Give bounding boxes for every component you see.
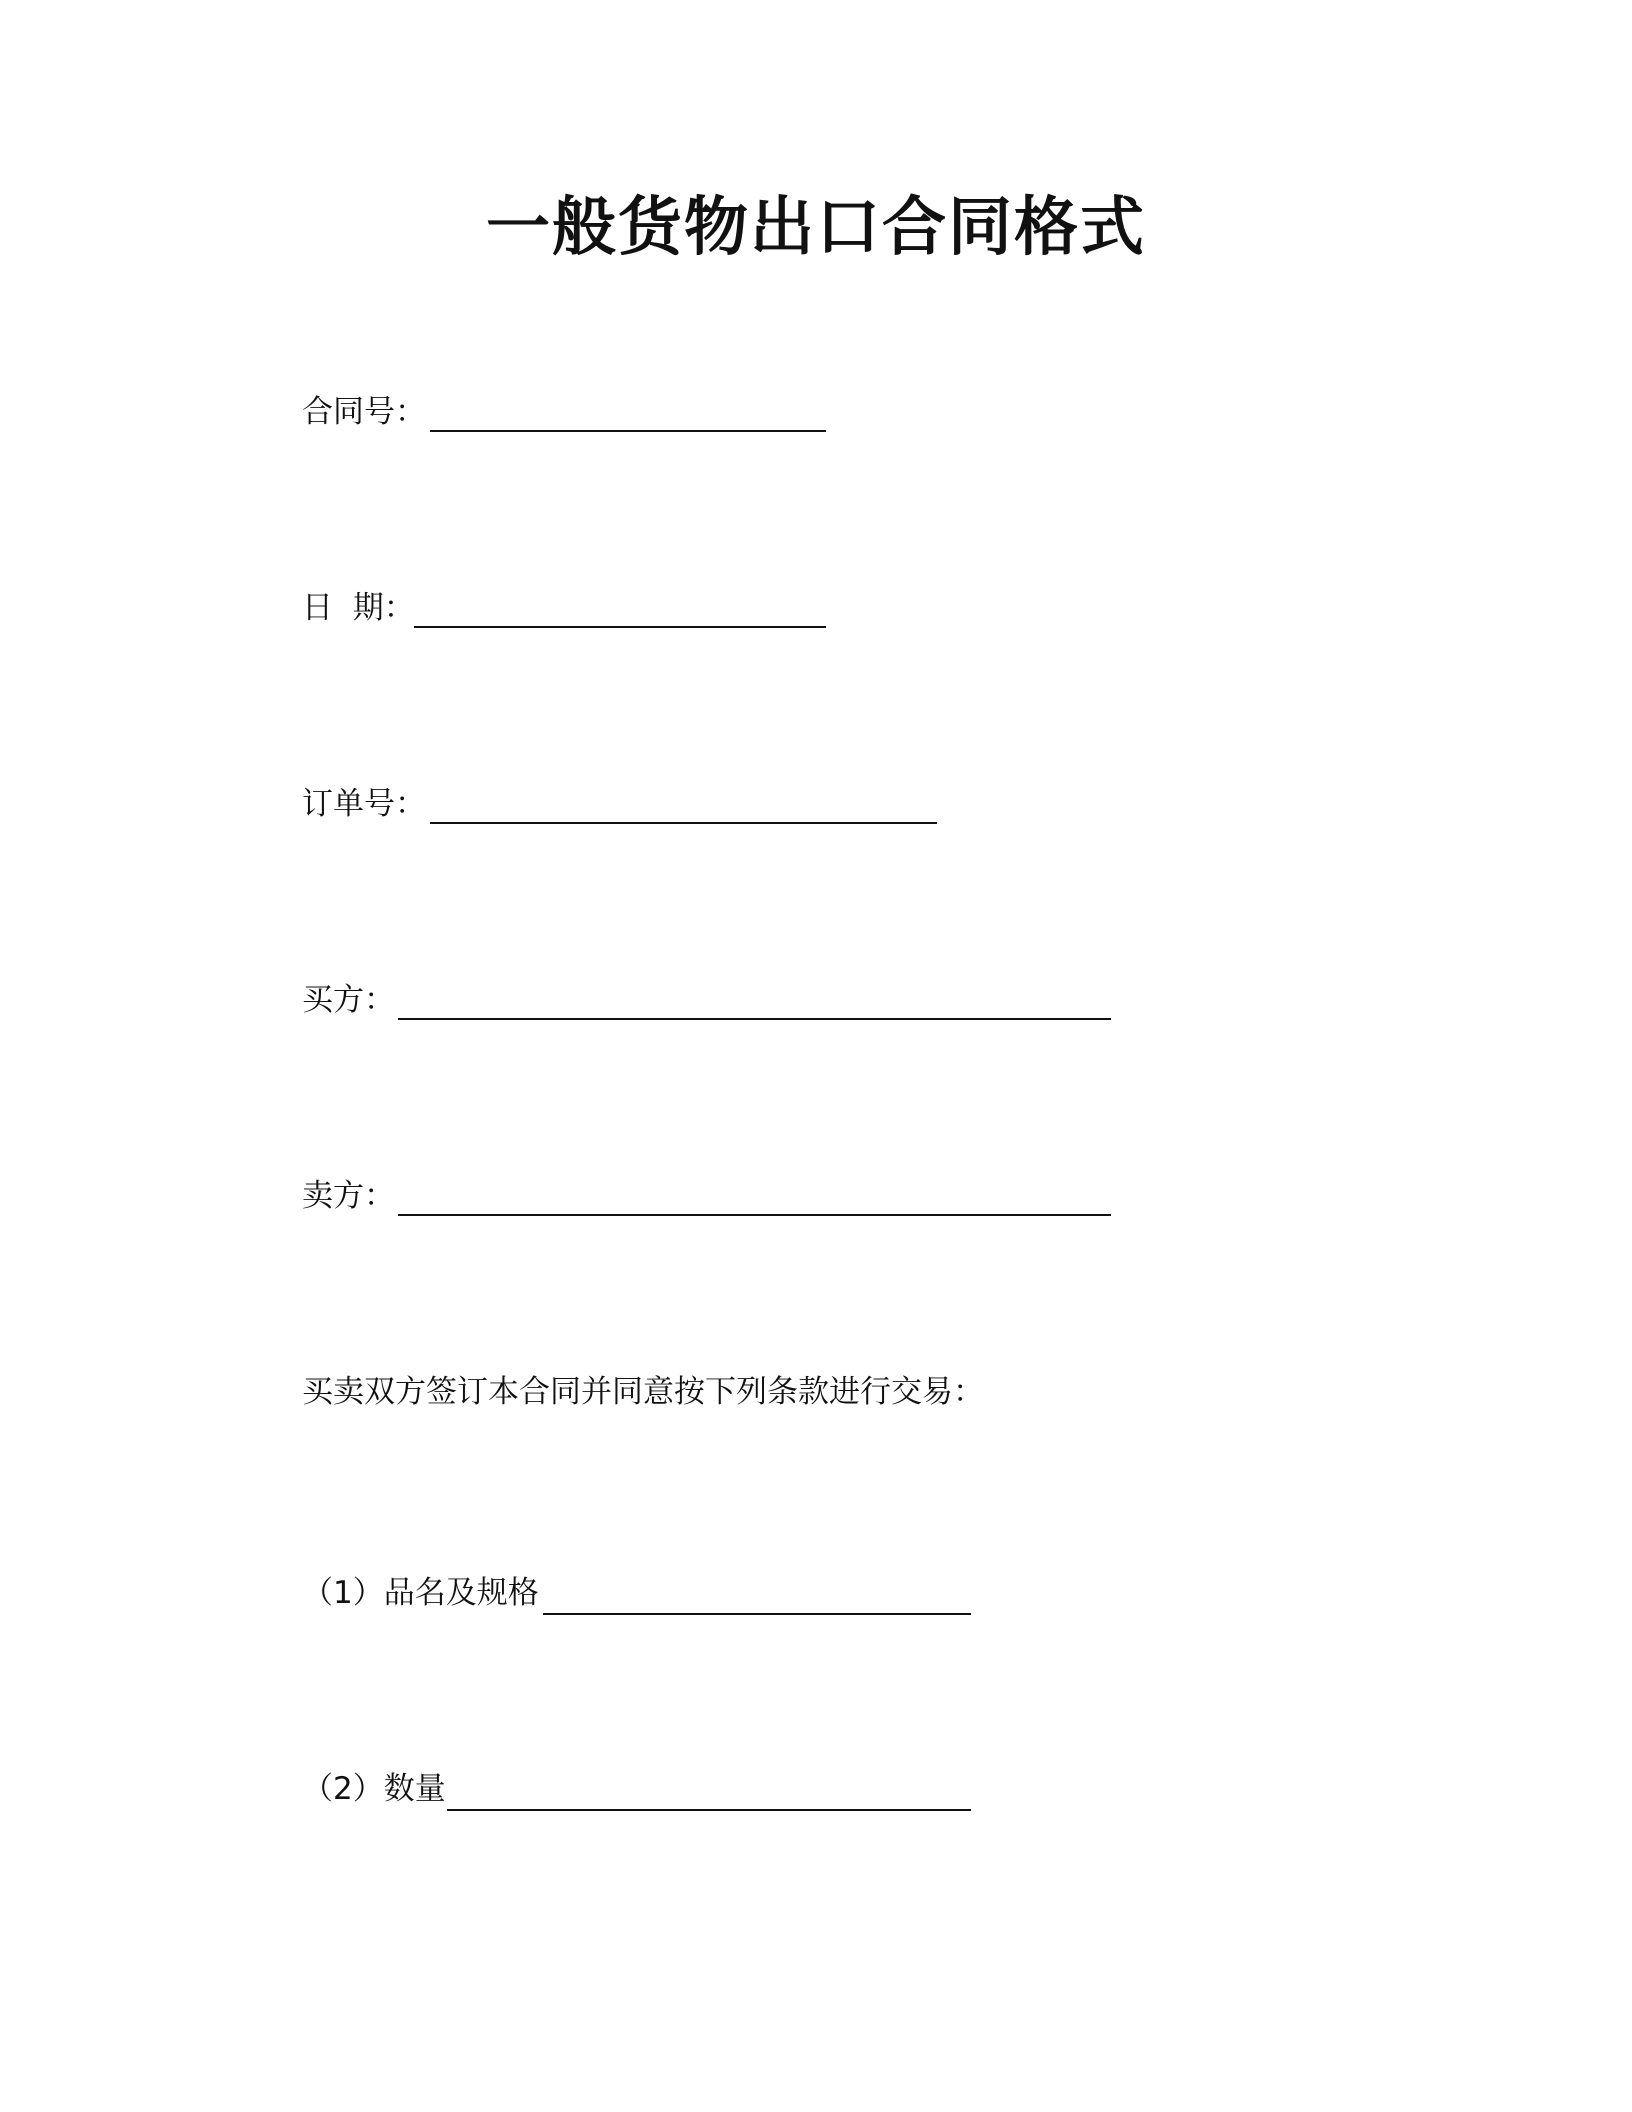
seller-blank[interactable] <box>398 1214 1111 1216</box>
date-label: 日 期： <box>302 590 415 626</box>
contract-no-label: 合同号： <box>302 394 426 430</box>
seller-label: 卖方： <box>302 1178 395 1214</box>
date-blank[interactable] <box>414 626 826 628</box>
order-no-label: 订单号： <box>302 786 426 822</box>
clause-1-blank[interactable] <box>543 1613 971 1615</box>
agreement-text: 买卖双方签订本合同并同意按下列条款进行交易： <box>302 1374 984 1410</box>
contract-no-blank[interactable] <box>430 430 826 432</box>
order-no-blank[interactable] <box>430 822 937 824</box>
clause-2-blank[interactable] <box>447 1809 971 1811</box>
buyer-blank[interactable] <box>398 1018 1111 1020</box>
document-title: 一般货物出口合同格式 <box>486 191 1146 265</box>
buyer-label: 买方： <box>302 982 395 1018</box>
clause-2-label: （2）数量 <box>302 1771 446 1807</box>
clause-1-label: （1）品名及规格 <box>302 1575 539 1611</box>
